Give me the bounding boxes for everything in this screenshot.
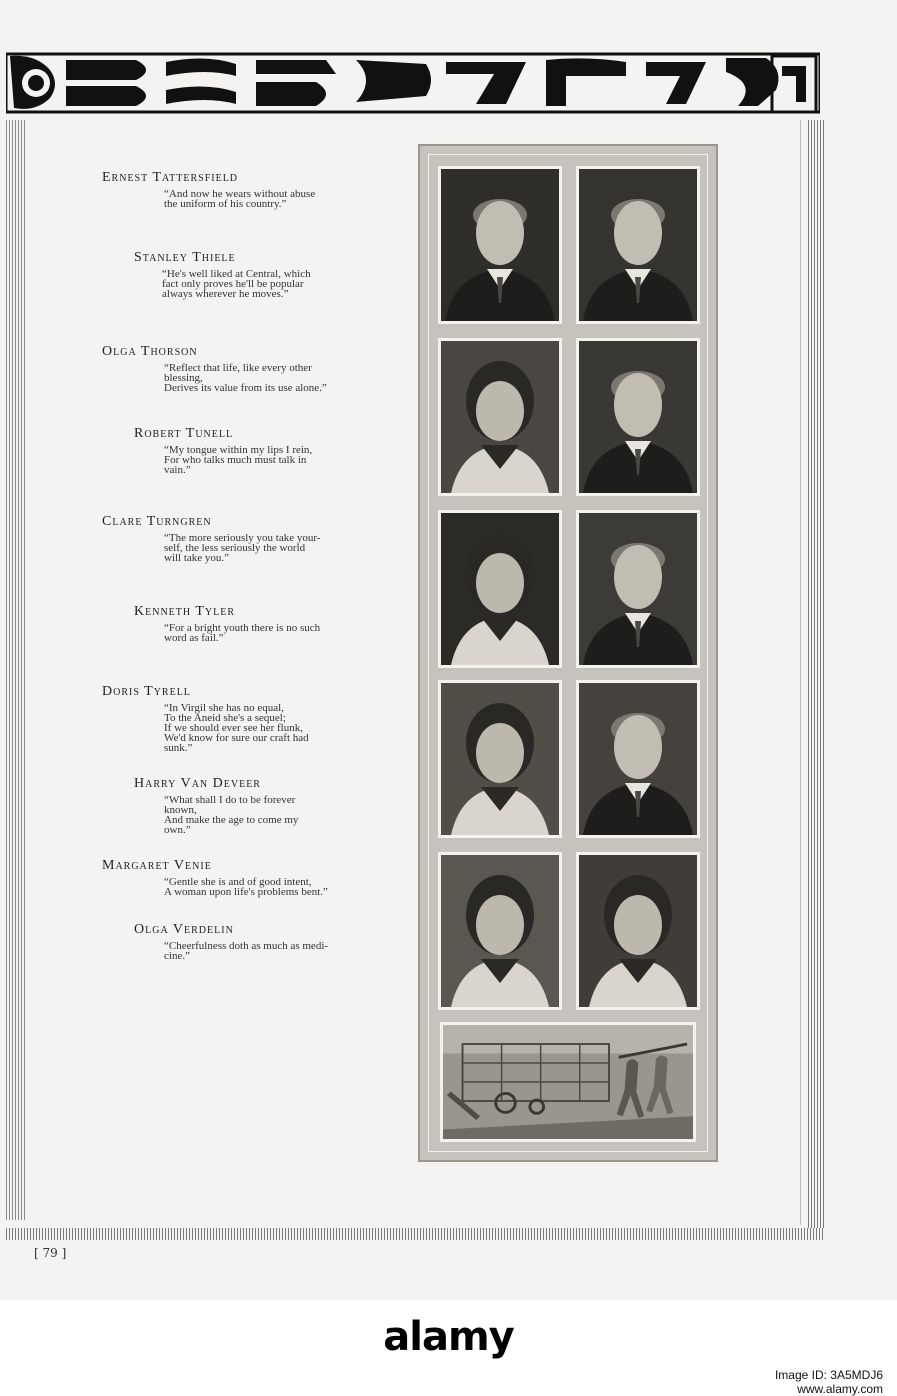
page-number: [ 79 ] — [34, 1246, 67, 1260]
student-quote: “The more seriously you take your- self, the less seriously the world will take you.” — [164, 532, 321, 564]
stock-footer — [0, 1300, 897, 1396]
student-name: Stanley Thiele — [134, 250, 236, 265]
student-quote: “My tongue within my lips I rein, For who talks much must talk in vain.” — [164, 444, 313, 476]
student-quote: “Gentle she is and of good intent, A woman upon life's problems bent.” — [164, 876, 328, 898]
left-hatched-border — [6, 120, 26, 1220]
stock-site: www.alamy.com — [797, 1382, 883, 1396]
student-quote: “Reflect that life, like every other blessing, Derives its value from its use alone.” — [164, 362, 327, 394]
stock-logo: alamy — [383, 1314, 514, 1360]
entry-kenneth-tyler — [134, 604, 434, 643]
entry-robert-tunell — [134, 426, 434, 475]
student-name: Clare Turngren — [102, 514, 212, 529]
student-quote: “Cheerfulness doth as much as medi- cine.” — [164, 940, 329, 962]
entry-doris-tyrell — [102, 684, 402, 753]
workshop-illustration — [440, 1022, 696, 1142]
portrait-panel — [418, 144, 718, 1162]
student-name: Robert Tunell — [134, 426, 234, 441]
portrait-photo — [576, 852, 700, 1010]
student-quote: “And now he wears without abuse the uniform of his country.” — [164, 188, 316, 210]
student-quote: “What shall I do to be forever known, And make the age to come my own.” — [164, 794, 299, 836]
student-name: Harry Van Deveer — [134, 776, 261, 791]
entry-olga-thorson — [102, 344, 402, 393]
stock-image-id: Image ID: 3A5MDJ6 — [774, 1368, 883, 1382]
portrait-photo — [438, 852, 562, 1010]
student-quote: “For a bright youth there is no such word as fail.” — [164, 622, 321, 644]
entry-olga-verdelin — [134, 922, 434, 961]
entry-ernest-tattersfield — [102, 170, 402, 209]
student-quote: “In Virgil she has no equal, To the Aneid she's a sequel; If we should ever see her flunk, We'd know for sure our craft had sunk.” — [164, 702, 309, 754]
portrait-photo — [576, 510, 700, 668]
entry-clare-turngren — [102, 514, 402, 563]
portrait-photo — [438, 510, 562, 668]
stock-meta — [775, 1368, 883, 1396]
entry-harry-van-deveer — [134, 776, 434, 835]
student-name: Doris Tyrell — [102, 684, 191, 699]
portrait-photo — [438, 680, 562, 838]
centralian-banner-logo — [6, 50, 820, 116]
student-name: Ernest Tattersfield — [102, 170, 239, 185]
student-name: Olga Verdelin — [134, 922, 234, 937]
bottom-hatched-border — [6, 1228, 824, 1240]
student-name: Olga Thorson — [102, 344, 198, 359]
portrait-photo — [576, 166, 700, 324]
student-name: Margaret Venie — [102, 858, 212, 873]
portrait-photo — [576, 338, 700, 496]
entry-margaret-venie — [102, 858, 402, 897]
portrait-photo — [438, 166, 562, 324]
student-quote: “He's well liked at Central, which fact only proves he'll be popular always wherever he moves.” — [162, 268, 311, 300]
right-hatched-border — [808, 120, 824, 1230]
student-name: Kenneth Tyler — [134, 604, 236, 619]
portrait-photo — [438, 338, 562, 496]
entry-stanley-thiele — [134, 250, 434, 299]
portrait-photo — [576, 680, 700, 838]
